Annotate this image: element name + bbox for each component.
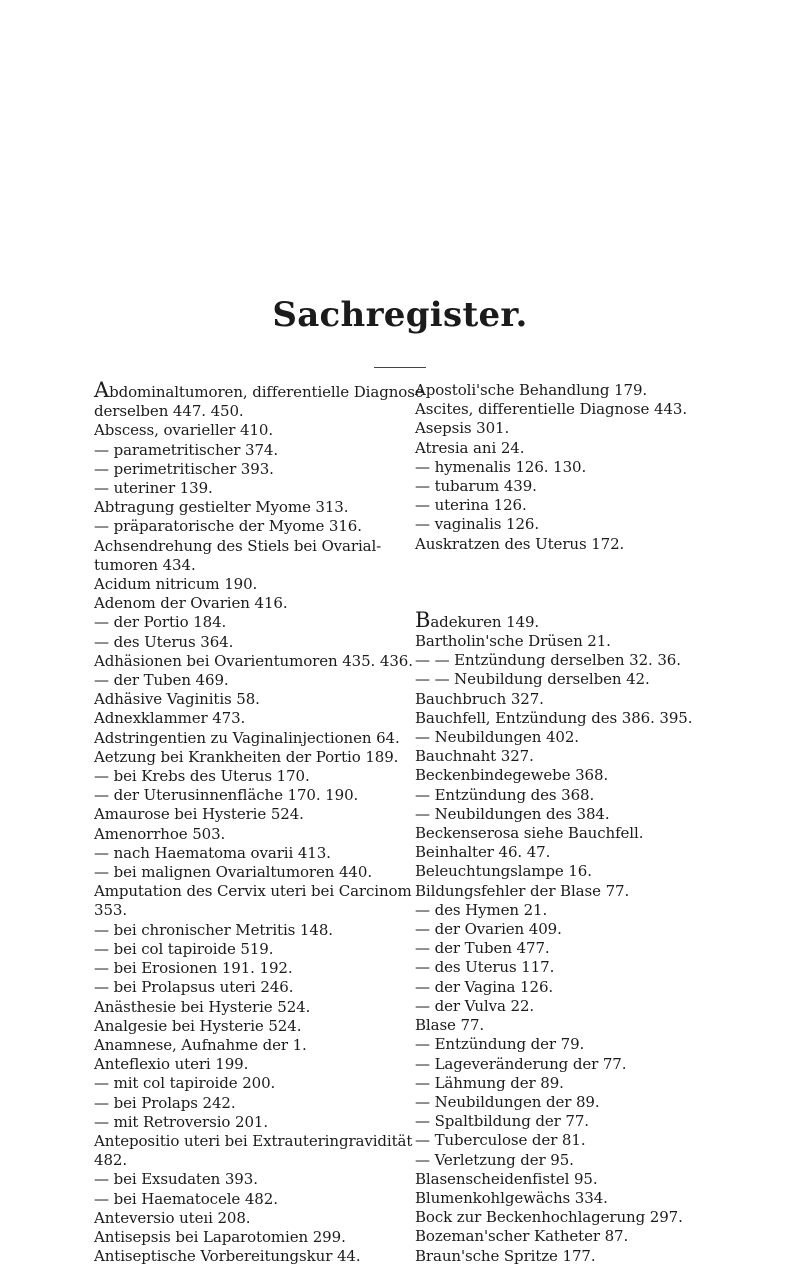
index-entry: — bei Prolapsus uteri 246.: [94, 978, 294, 997]
index-entry: — — Neubildung derselben 42.: [415, 670, 650, 689]
index-entry: Antisepsis bei Laparotomien 299.: [94, 1227, 346, 1246]
index-entry: Beckenbindegewebe 368.: [415, 766, 609, 785]
index-entry: — bei Krebs des Uterus 170.: [94, 767, 310, 786]
index-entry: Ascites, differentielle Diagnose 443.: [415, 400, 687, 419]
index-entry: Antepositio uteri bei Extrauteringravidität: [94, 1131, 413, 1150]
index-entry: Amaurose bei Hysterie 524.: [94, 805, 304, 824]
index-entry: — Verletzung der 95.: [415, 1150, 574, 1169]
index-group-b: [415, 607, 755, 1266]
index-entry: — Entzündung der 79.: [415, 1035, 585, 1054]
index-entry: 353.: [94, 901, 127, 920]
index-entry: — Neubildungen der 89.: [415, 1092, 600, 1111]
index-entry: — der Portio 184.: [94, 613, 227, 632]
index-entry: — der Ovarien 409.: [415, 920, 562, 939]
index-entry: Adhäsive Vaginitis 58.: [94, 690, 260, 709]
index-entry: — uterina 126.: [415, 496, 527, 515]
index-entry: — bei col tapiroide 519.: [94, 939, 274, 958]
index-entry: Anamnese, Aufnahme der 1.: [94, 1035, 307, 1054]
index-entry: Adstringentien zu Vaginalinjectionen 64.: [94, 728, 400, 747]
index-entry: — bei malignen Ovarialtumoren 440.: [94, 863, 372, 882]
index-entry: Bartholin'sche Drüsen 21.: [415, 632, 611, 651]
index-entry: — Entzündung des 368.: [415, 785, 595, 804]
index-entry: — des Uterus 364.: [94, 632, 234, 651]
index-entry: Aetzung bei Krankheiten der Portio 189.: [94, 747, 399, 766]
index-column-left: [94, 378, 424, 1266]
index-entry: — nach Haematoma ovarii 413.: [94, 843, 331, 862]
index-entry: Beckenserosa siehe Bauchfell.: [415, 824, 644, 843]
index-entry: — perimetritischer 393.: [94, 459, 274, 478]
index-entry: Asepsis 301.: [415, 419, 510, 438]
index-entry: — bei Haematocele 482.: [94, 1189, 278, 1208]
index-entry: Beleuchtungslampe 16.: [415, 862, 592, 881]
index-entry: — — Entzündung derselben 32. 36.: [415, 651, 681, 670]
index-entry: — des Uterus 117.: [415, 958, 555, 977]
index-entry: Bozeman'scher Katheter 87.: [415, 1227, 629, 1246]
title-rule: [374, 367, 426, 368]
index-entry: — bei Exsudaten 393.: [94, 1170, 258, 1189]
index-entry: Blase 77.: [415, 1016, 485, 1035]
index-entry: — tubarum 439.: [415, 477, 537, 496]
index-entry: Auskratzen des Uterus 172.: [415, 534, 625, 553]
index-entry: derselben 447. 450.: [94, 402, 244, 421]
index-entry: — vaginalis 126.: [415, 515, 540, 534]
index-entry: — der Tuben 469.: [94, 671, 229, 690]
index-entry: Amenorrhoe 503.: [94, 824, 226, 843]
index-entry: — bei Erosionen 191. 192.: [94, 959, 293, 978]
index-entry: Bauchbruch 327.: [415, 689, 544, 708]
index-entry: Anteflexio uteri 199.: [94, 1055, 249, 1074]
index-entry: — hymenalis 126. 130.: [415, 457, 587, 476]
index-entry: Antiseptische Vorbereitungskur 44.: [94, 1247, 361, 1266]
index-entry: Abdominaltumoren, differentielle Diagnose: [94, 378, 424, 402]
index-entry: Adhäsionen bei Ovarientumoren 435. 436.: [94, 651, 413, 670]
index-entry: — mit Retroversio 201.: [94, 1112, 268, 1131]
index-entry: — des Hymen 21.: [415, 900, 548, 919]
index-entry: Bauchnaht 327.: [415, 747, 534, 766]
index-entry: Bock zur Beckenhochlagerung 297.: [415, 1208, 683, 1227]
index-group-a: [415, 381, 755, 554]
index-entry: Bildungsfehler der Blase 77.: [415, 881, 630, 900]
index-entry: Blumenkohlgewächs 334.: [415, 1188, 608, 1207]
index-entry: Anästhesie bei Hysterie 524.: [94, 997, 311, 1016]
index-entry: — präparatorische der Myome 316.: [94, 517, 362, 536]
index-entry: — bei Prolaps 242.: [94, 1093, 236, 1112]
index-entry: — Lähmung der 89.: [415, 1073, 564, 1092]
index-entry: Beinhalter 46. 47.: [415, 843, 551, 862]
index-entry: — uteriner 139.: [94, 479, 213, 498]
index-entry: — Neubildungen des 384.: [415, 804, 610, 823]
index-entry: — Tuberculose der 81.: [415, 1131, 586, 1150]
index-entry: — parametritischer 374.: [94, 440, 279, 459]
index-entry: Amputation des Cervix uteri bei Carcinom: [94, 882, 412, 901]
index-entry: Badekuren 149.: [415, 607, 540, 632]
index-entry: — der Tuben 477.: [415, 939, 550, 958]
index-entry: Abtragung gestielter Myome 313.: [94, 498, 349, 517]
index-entry: — der Vulva 22.: [415, 996, 535, 1015]
page-title: Sachregister.: [272, 295, 528, 335]
index-column-right: [415, 381, 755, 1266]
index-entry: — Spaltbildung der 77.: [415, 1112, 589, 1131]
index-entry: Apostoli'sche Behandlung 179.: [415, 381, 648, 399]
letter-gap: [415, 554, 755, 611]
index-entry: Adnexklammer 473.: [94, 709, 246, 728]
index-entry: Braun'sche Spritze 177.: [415, 1246, 596, 1265]
index-entry: Analgesie bei Hysterie 524.: [94, 1016, 302, 1035]
index-entry: Anteversio uteıi 208.: [94, 1208, 251, 1227]
index-entry: — bei chronischer Metritis 148.: [94, 920, 333, 939]
index-entry: Adenom der Ovarien 416.: [94, 594, 288, 613]
index-entry: tumoren 434.: [94, 555, 196, 574]
index-entry: — Lageveränderung der 77.: [415, 1054, 627, 1073]
index-entry: — der Uterusinnenfläche 170. 190.: [94, 786, 359, 805]
index-entry: Bauchfell, Entzündung des 386. 395.: [415, 708, 693, 727]
index-entry: — mit col tapiroide 200.: [94, 1074, 276, 1093]
index-entry: — der Vagina 126.: [415, 977, 554, 996]
index-entry: Atresia ani 24.: [415, 438, 525, 457]
index-entry: 482.: [94, 1151, 127, 1170]
index-entry: Achsendrehung des Stiels bei Ovarial-: [94, 536, 382, 555]
index-entry: — Neubildungen 402.: [415, 728, 579, 747]
index-entry: Acidum nitricum 190.: [94, 575, 258, 594]
index-entry: Blasenscheidenfistel 95.: [415, 1169, 598, 1188]
index-entry: Abscess, ovarieller 410.: [94, 421, 274, 440]
